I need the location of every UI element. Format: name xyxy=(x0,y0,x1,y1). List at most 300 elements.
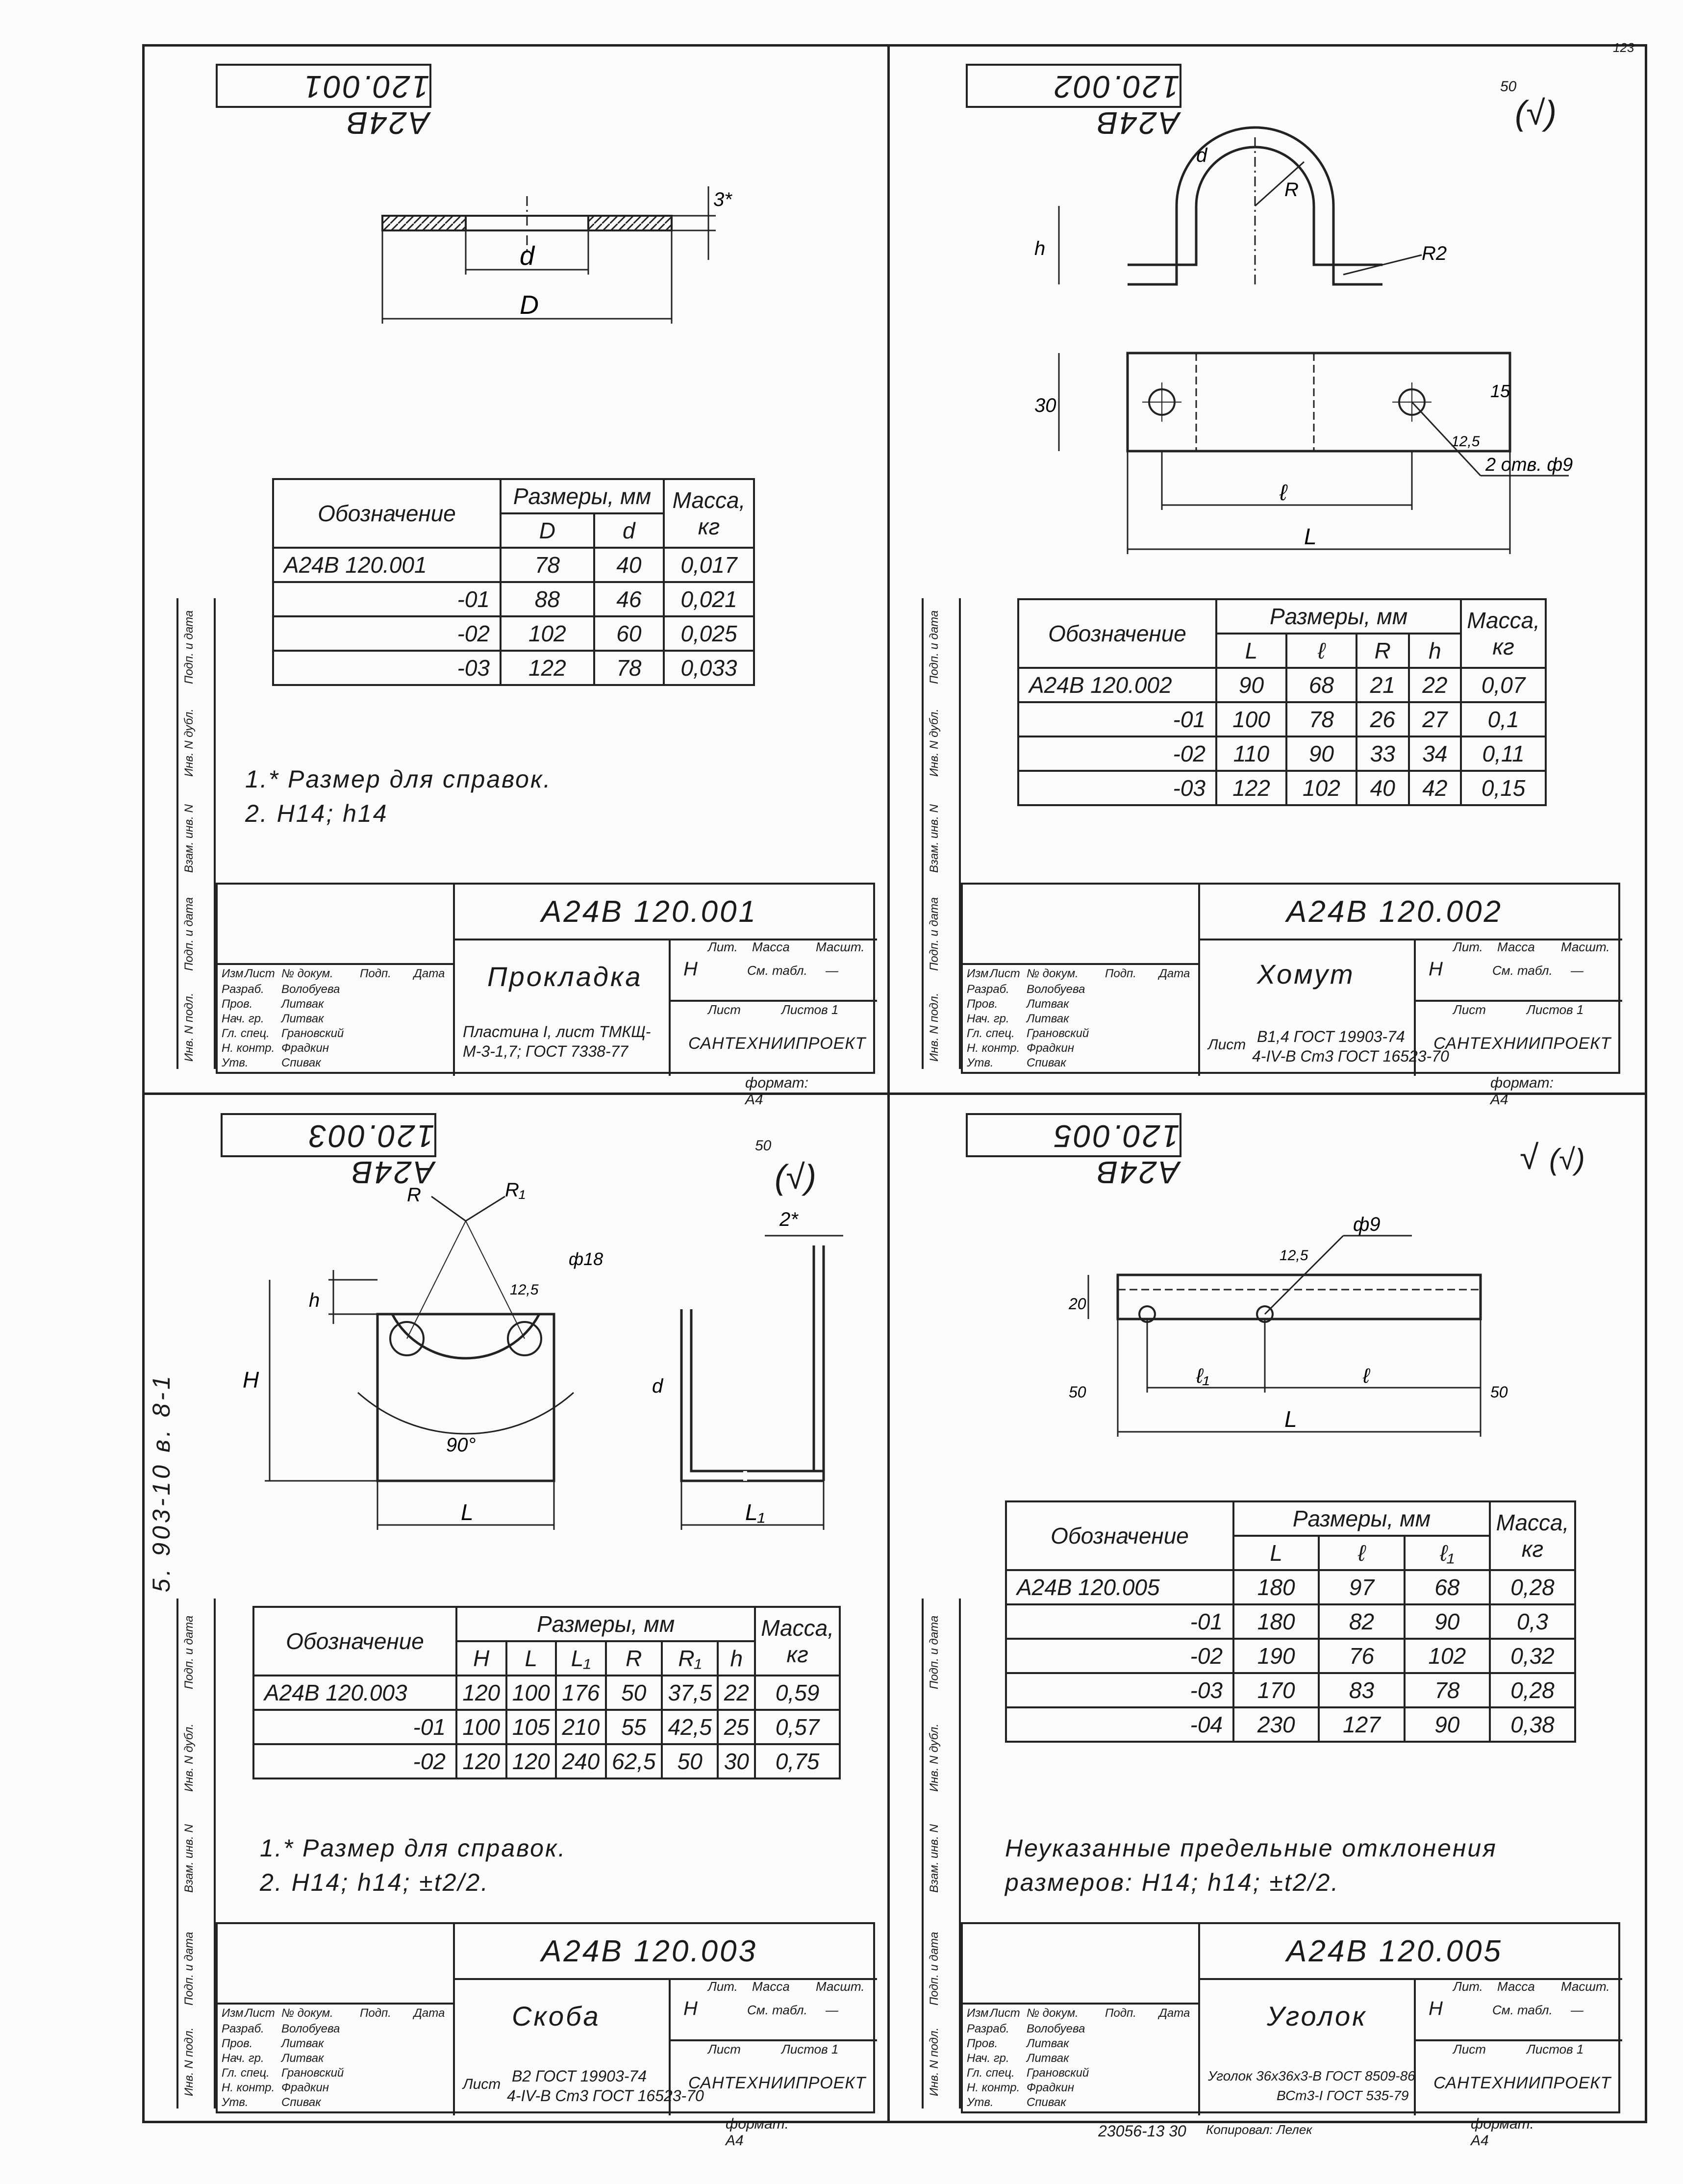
drawing-code-top: А24В 120.002 xyxy=(1052,69,1180,141)
label-l: ℓ xyxy=(1280,480,1287,505)
material-line2: ВСт3-I ГОСТ 535-79 xyxy=(1277,2088,1409,2103)
sheet-label: Лист xyxy=(708,2042,741,2057)
label-thickness: 2* xyxy=(779,1209,798,1230)
hdr: Дата xyxy=(1159,2006,1190,2020)
side-label: Инв. N подл. xyxy=(182,2027,196,2097)
cell: 30 xyxy=(718,1744,755,1778)
cell: 37,5 xyxy=(662,1676,718,1710)
organization: САНТЕХНИИПРОЕКТ xyxy=(688,1034,866,1053)
sheets-label: Листов 1 xyxy=(781,2042,839,2057)
cell: 88 xyxy=(501,582,594,616)
note-1: 1.* Размер для справок. xyxy=(260,1834,567,1862)
drawing-code-top: А24В 120.001 xyxy=(302,69,429,141)
side-label: Инв. N дубл. xyxy=(928,709,941,777)
person: Грановский xyxy=(1027,2066,1089,2080)
side-label: Инв. N подл. xyxy=(182,992,196,1062)
code-box xyxy=(966,64,1181,141)
part-name: Хомут xyxy=(1257,959,1355,990)
cell: 68 xyxy=(1286,668,1356,702)
cell: 102 xyxy=(1286,771,1356,805)
cell: -01 xyxy=(253,1710,456,1744)
cell: 120 xyxy=(456,1676,506,1710)
role: Пров. xyxy=(222,997,253,1011)
table-row xyxy=(1018,736,1546,771)
role: Нач. гр. xyxy=(967,1012,1009,1025)
side-label: Подп. и дата xyxy=(928,610,941,685)
label-50-right: 50 xyxy=(1490,1383,1508,1401)
label-h: h xyxy=(309,1290,320,1311)
hdr: Подп. xyxy=(1105,2006,1136,2020)
role: Нач. гр. xyxy=(967,2052,1009,2065)
material-prefix: Лист xyxy=(463,2076,501,2092)
mass-value: См. табл. xyxy=(747,963,807,978)
sheets-label: Листов 1 xyxy=(781,1002,839,1017)
table-row xyxy=(253,1710,840,1744)
cell: 62,5 xyxy=(606,1744,662,1778)
person: Литвак xyxy=(281,997,324,1011)
hdr: Изм xyxy=(967,967,989,980)
cell: -01 xyxy=(1006,1604,1233,1639)
sheets-label: Листов 1 xyxy=(1527,2042,1584,2057)
hdr: Дата xyxy=(1159,967,1190,980)
col: R₁ xyxy=(662,1641,718,1676)
roughness-check-icon: √ xyxy=(1520,1138,1539,1176)
part-name: Прокладка xyxy=(487,961,643,992)
person: Фрадкин xyxy=(281,1041,329,1055)
scale-label: Масшт. xyxy=(1561,940,1610,954)
person: Фрадкин xyxy=(1027,1041,1074,1055)
table-row xyxy=(1006,1604,1575,1639)
person: Спивак xyxy=(1027,1056,1066,1069)
cell: А24В 120.002 xyxy=(1018,668,1216,702)
label-L: L xyxy=(1304,524,1317,549)
cell: 76 xyxy=(1319,1639,1404,1673)
code-box xyxy=(221,1113,436,1190)
cell: 90 xyxy=(1405,1604,1490,1639)
label-30: 30 xyxy=(1034,395,1056,416)
cell: 100 xyxy=(506,1676,556,1710)
side-label: Инв. N подл. xyxy=(928,992,941,1062)
person: Спивак xyxy=(1027,2096,1066,2109)
col-dims: Размеры, мм xyxy=(501,479,664,513)
letter: Н xyxy=(1429,1998,1445,2019)
cell: 190 xyxy=(1233,1639,1319,1673)
role: Пров. xyxy=(967,2037,998,2050)
col-d: d xyxy=(594,513,664,548)
role: Гл. спец. xyxy=(222,2066,270,2080)
col: ℓ xyxy=(1286,634,1356,668)
cell: А24В 120.005 xyxy=(1006,1570,1233,1604)
side-label: Подп. и дата xyxy=(928,1615,941,1690)
role: Разраб. xyxy=(967,2022,1009,2035)
side-label: Подп. и дата xyxy=(182,1931,196,2006)
table-row xyxy=(1006,1639,1575,1673)
material: Пластина I, лист ТМКЩ-М-3-1,7; ГОСТ 7338-77 xyxy=(463,1023,651,1060)
part-name: Скоба xyxy=(512,2001,601,2032)
cell: 78 xyxy=(1286,702,1356,736)
cell: 0,07 xyxy=(1461,668,1546,702)
side-label: Подп. и дата xyxy=(182,610,196,685)
col: ℓ₁ xyxy=(1405,1536,1490,1570)
cell: -02 xyxy=(1018,736,1216,771)
col-dims: Размеры, мм xyxy=(456,1607,755,1641)
cell: 34 xyxy=(1409,736,1461,771)
role: Н. контр. xyxy=(222,1041,275,1055)
cell: 46 xyxy=(594,582,664,616)
person: Грановский xyxy=(281,2066,344,2080)
cell: 0,11 xyxy=(1461,736,1546,771)
cell: 122 xyxy=(501,651,594,685)
format-label: формат: А4 xyxy=(1471,2116,1534,2149)
scale-value: — xyxy=(1571,963,1583,978)
label-angle: 90° xyxy=(446,1434,476,1456)
side-stamp-column xyxy=(176,598,216,1069)
label-holes: 2 отв. ф9 xyxy=(1485,455,1573,475)
cell: 0,38 xyxy=(1490,1707,1575,1742)
title-code: А24В 120.001 xyxy=(541,895,758,929)
table-row xyxy=(273,616,754,651)
cell: 90 xyxy=(1286,736,1356,771)
organization: САНТЕХНИИПРОЕКТ xyxy=(1433,2074,1611,2092)
person: Грановский xyxy=(1027,1027,1089,1040)
note-2: размеров: Н14; h14; ±t2/2. xyxy=(1005,1869,1340,1896)
spec-table xyxy=(1017,598,1547,806)
cell: 180 xyxy=(1233,1570,1319,1604)
cell: 50 xyxy=(606,1676,662,1710)
scale-value: — xyxy=(1571,2003,1583,2017)
roughness-symbol: (√) xyxy=(1549,1143,1585,1176)
cell: -02 xyxy=(273,616,501,651)
table-row xyxy=(253,1744,840,1778)
label-R: R xyxy=(1284,179,1299,201)
label-R2: R2 xyxy=(1422,243,1447,264)
hdr: Изм xyxy=(222,967,244,980)
cell: 102 xyxy=(1405,1639,1490,1673)
cell: 0,59 xyxy=(755,1676,840,1710)
title-code: А24В 120.002 xyxy=(1286,895,1503,929)
cell: -01 xyxy=(273,582,501,616)
angle-sketch xyxy=(1039,1177,1603,1451)
label-50-left: 50 xyxy=(1069,1383,1086,1401)
side-label: Инв. N дубл. xyxy=(182,709,196,777)
person: Литвак xyxy=(281,2052,324,2065)
role: Разраб. xyxy=(222,2022,264,2035)
role: Гл. спец. xyxy=(967,1027,1015,1040)
cell: 78 xyxy=(1405,1673,1490,1707)
cell: 170 xyxy=(1233,1673,1319,1707)
sheet-label: Лист xyxy=(1453,1002,1486,1017)
scale-label: Масшт. xyxy=(816,1979,865,1994)
cell: 21 xyxy=(1356,668,1409,702)
cell: 27 xyxy=(1409,702,1461,736)
sheet-number: 123 xyxy=(1613,40,1634,55)
cell: 97 xyxy=(1319,1570,1404,1604)
cell: 122 xyxy=(1216,771,1286,805)
side-label: Инв. N дубл. xyxy=(928,1724,941,1792)
cell: 90 xyxy=(1216,668,1286,702)
role: Утв. xyxy=(967,1056,994,1069)
cell: 100 xyxy=(1216,702,1286,736)
table-row xyxy=(1006,1673,1575,1707)
col-mass: Масса, кг xyxy=(664,479,754,548)
cell: 0,017 xyxy=(664,548,754,582)
mass-label: Масса xyxy=(752,940,790,954)
role: Гл. спец. xyxy=(967,2066,1015,2080)
cell: 210 xyxy=(556,1710,606,1744)
role: Н. контр. xyxy=(967,1041,1020,1055)
format-label: формат: А4 xyxy=(1490,1075,1554,1108)
mass-value: См. табл. xyxy=(1492,963,1553,978)
cell: 42 xyxy=(1409,771,1461,805)
letter: Н xyxy=(1429,958,1445,980)
lit-label: Лит. xyxy=(1453,1979,1483,1994)
cell: 105 xyxy=(506,1710,556,1744)
mass-label: Масса xyxy=(752,1979,790,1994)
col: L xyxy=(1216,634,1286,668)
cell: А24В 120.003 xyxy=(253,1676,456,1710)
cell: 120 xyxy=(456,1744,506,1778)
label-12-5: 12,5 xyxy=(1451,433,1480,450)
cell: 0,1 xyxy=(1461,702,1546,736)
role: Н. контр. xyxy=(222,2081,275,2094)
label-h: h xyxy=(1034,238,1046,259)
lit-label: Лит. xyxy=(708,940,738,954)
spec-table xyxy=(272,478,755,686)
col-dims: Размеры, мм xyxy=(1233,1501,1490,1536)
vertical-divider xyxy=(887,44,890,2123)
hdr: Подп. xyxy=(360,2006,391,2020)
col: L xyxy=(1233,1536,1319,1570)
role: Утв. xyxy=(222,1056,249,1069)
side-label: Взам. инв. N xyxy=(182,804,196,873)
cell: 180 xyxy=(1233,1604,1319,1639)
cell: 102 xyxy=(501,616,594,651)
format-label: формат: А4 xyxy=(745,1075,809,1108)
label-l: ℓ xyxy=(1363,1364,1370,1387)
role: Гл. спец. xyxy=(222,1027,270,1040)
person: Литвак xyxy=(1027,997,1069,1011)
cell: А24В 120.001 xyxy=(273,548,501,582)
cell: 82 xyxy=(1319,1604,1404,1639)
person: Литвак xyxy=(1027,2037,1069,2050)
label-hole: ф9 xyxy=(1353,1214,1381,1235)
col-designation: Обозначение xyxy=(273,479,501,548)
side-label: Подп. и дата xyxy=(182,897,196,971)
table-row xyxy=(1018,702,1546,736)
person: Литвак xyxy=(1027,1012,1069,1025)
label-H: H xyxy=(243,1367,259,1393)
role: Утв. xyxy=(967,2096,994,2109)
side-label: Взам. инв. N xyxy=(182,1824,196,1893)
title-code: А24В 120.003 xyxy=(541,1934,758,1968)
role: Н. контр. xyxy=(967,2081,1020,2094)
horizontal-divider xyxy=(142,1092,1647,1095)
table-row xyxy=(1018,668,1546,702)
col-designation: Обозначение xyxy=(253,1607,456,1676)
cell: -03 xyxy=(273,651,501,685)
hdr: Лист xyxy=(245,967,275,980)
cell: 0,025 xyxy=(664,616,754,651)
scale-value: — xyxy=(826,2003,838,2017)
cell: 68 xyxy=(1405,1570,1490,1604)
mass-value: См. табл. xyxy=(747,2003,807,2017)
side-label: Подп. и дата xyxy=(928,1931,941,2006)
cell: 0,28 xyxy=(1490,1673,1575,1707)
cell: 22 xyxy=(718,1676,755,1710)
label-L1: L₁ xyxy=(745,1499,765,1525)
label-d: d xyxy=(520,241,535,271)
cell: 0,033 xyxy=(664,651,754,685)
role: Разраб. xyxy=(967,983,1009,996)
material-line2: 4-IV-В Ст3 ГОСТ 16523-70 xyxy=(507,2087,704,2105)
sheet-label: Лист xyxy=(708,1002,741,1017)
spec-table xyxy=(252,1606,841,1779)
sheet-label: Лист xyxy=(1453,2042,1486,2057)
title-block xyxy=(216,883,875,1074)
person: Литвак xyxy=(281,2037,324,2050)
cell: 100 xyxy=(456,1710,506,1744)
person: Литвак xyxy=(281,1012,324,1025)
cell: 60 xyxy=(594,616,664,651)
organization: САНТЕХНИИПРОЕКТ xyxy=(688,2074,866,2092)
cell: 0,32 xyxy=(1490,1639,1575,1673)
person: Волобуева xyxy=(281,983,340,996)
col-designation: Обозначение xyxy=(1018,599,1216,668)
label-12-5: 12,5 xyxy=(510,1282,539,1298)
table-row xyxy=(1006,1570,1575,1604)
label-L: L xyxy=(1284,1406,1297,1432)
note-1: 1.* Размер для справок. xyxy=(245,765,552,793)
side-label: Инв. N дубл. xyxy=(182,1724,196,1792)
hdr: № докум. xyxy=(1027,2006,1079,2020)
cell: -03 xyxy=(1018,771,1216,805)
scale-label: Масшт. xyxy=(1561,1979,1610,1994)
code-box xyxy=(216,64,431,141)
cell: 0,75 xyxy=(755,1744,840,1778)
cell: 55 xyxy=(606,1710,662,1744)
spec-table xyxy=(1005,1500,1576,1743)
role: Пров. xyxy=(967,997,998,1011)
label-D: D xyxy=(520,290,539,320)
cell: 120 xyxy=(506,1744,556,1778)
person: Грановский xyxy=(281,1027,344,1040)
format-label: формат: А4 xyxy=(726,2116,789,2149)
cell: 42,5 xyxy=(662,1710,718,1744)
cell: 110 xyxy=(1216,736,1286,771)
roughness-symbol: (√) xyxy=(1515,94,1557,132)
cell: 83 xyxy=(1319,1673,1404,1707)
clamp-sketch xyxy=(1030,123,1618,564)
cell: -03 xyxy=(1006,1673,1233,1707)
organization: САНТЕХНИИПРОЕКТ xyxy=(1433,1034,1611,1053)
hdr: Дата xyxy=(414,967,445,980)
cell: 50 xyxy=(662,1744,718,1778)
cell: 78 xyxy=(501,548,594,582)
material-line1: Уголок 36x36x3-В ГОСТ 8509-86 xyxy=(1208,2068,1415,2083)
label-R1: R₁ xyxy=(505,1179,526,1201)
lit-label: Лит. xyxy=(708,1979,738,1994)
hdr: Лист xyxy=(990,967,1020,980)
col: ℓ xyxy=(1319,1536,1404,1570)
person: Фрадкин xyxy=(1027,2081,1074,2094)
footer-number: 23056-13 30 xyxy=(1098,2122,1186,2140)
col: R xyxy=(1356,634,1409,668)
lit-label: Лит. xyxy=(1453,940,1483,954)
person: Волобуева xyxy=(281,2022,340,2035)
gasket-sketch xyxy=(343,177,784,338)
table-row xyxy=(273,582,754,616)
cell: 230 xyxy=(1233,1707,1319,1742)
mass-label: Масса xyxy=(1497,1979,1535,1994)
cell: 0,3 xyxy=(1490,1604,1575,1639)
cell: -02 xyxy=(253,1744,456,1778)
cell: 127 xyxy=(1319,1707,1404,1742)
material-line2: 4-IV-В Ст3 ГОСТ 16523-70 xyxy=(1252,1047,1449,1065)
title-block xyxy=(216,1922,875,2113)
table-row xyxy=(253,1676,840,1710)
title-block xyxy=(961,1922,1620,2113)
cell: 176 xyxy=(556,1676,606,1710)
note-1: Неуказанные предельные отклонения xyxy=(1005,1834,1497,1862)
label-12-5: 12,5 xyxy=(1280,1247,1308,1264)
side-label: Подп. и дата xyxy=(928,897,941,971)
material-prefix: Лист xyxy=(1208,1037,1246,1053)
drawing-code-top: А24В 120.003 xyxy=(307,1118,434,1190)
col-mass: Масса, кг xyxy=(755,1607,840,1676)
side-label: Взам. инв. N xyxy=(928,1824,941,1893)
label-d: d xyxy=(1196,145,1207,166)
label-R: R xyxy=(407,1184,421,1206)
col: h xyxy=(718,1641,755,1676)
cell: 25 xyxy=(718,1710,755,1744)
cell: 240 xyxy=(556,1744,606,1778)
cell: 0,57 xyxy=(755,1710,840,1744)
table-row xyxy=(273,548,754,582)
code-box xyxy=(966,1113,1181,1190)
label-l1: ℓ₁ xyxy=(1196,1364,1209,1387)
role: Пров. xyxy=(222,2037,253,2050)
drawing-code-top: А24В 120.005 xyxy=(1052,1118,1180,1190)
letter: Н xyxy=(683,1998,700,2019)
col-D: D xyxy=(501,513,594,548)
col: H xyxy=(456,1641,506,1676)
cell: 26 xyxy=(1356,702,1409,736)
letter: Н xyxy=(683,958,700,980)
note-2: 2. Н14; h14 xyxy=(245,800,388,827)
col: L xyxy=(506,1641,556,1676)
cell: 40 xyxy=(594,548,664,582)
col: R xyxy=(606,1641,662,1676)
bracket-sketch xyxy=(245,1177,882,1559)
cell: -02 xyxy=(1006,1639,1233,1673)
table-row xyxy=(273,651,754,685)
person: Фрадкин xyxy=(281,2081,329,2094)
cell: 0,15 xyxy=(1461,771,1546,805)
role: Разраб. xyxy=(222,983,264,996)
hdr: № докум. xyxy=(1027,967,1079,980)
side-label: Взам. инв. N xyxy=(928,804,941,873)
col-designation: Обозначение xyxy=(1006,1501,1233,1570)
cell: 22 xyxy=(1409,668,1461,702)
col-mass: Масса, кг xyxy=(1461,599,1546,668)
table-row xyxy=(1006,1707,1575,1742)
table-row xyxy=(1018,771,1546,805)
role: Нач. гр. xyxy=(222,1012,264,1025)
title-block xyxy=(961,883,1620,1074)
scale-label: Масшт. xyxy=(816,940,865,954)
hdr: Дата xyxy=(414,2006,445,2020)
title-code: А24В 120.005 xyxy=(1286,1934,1503,1968)
